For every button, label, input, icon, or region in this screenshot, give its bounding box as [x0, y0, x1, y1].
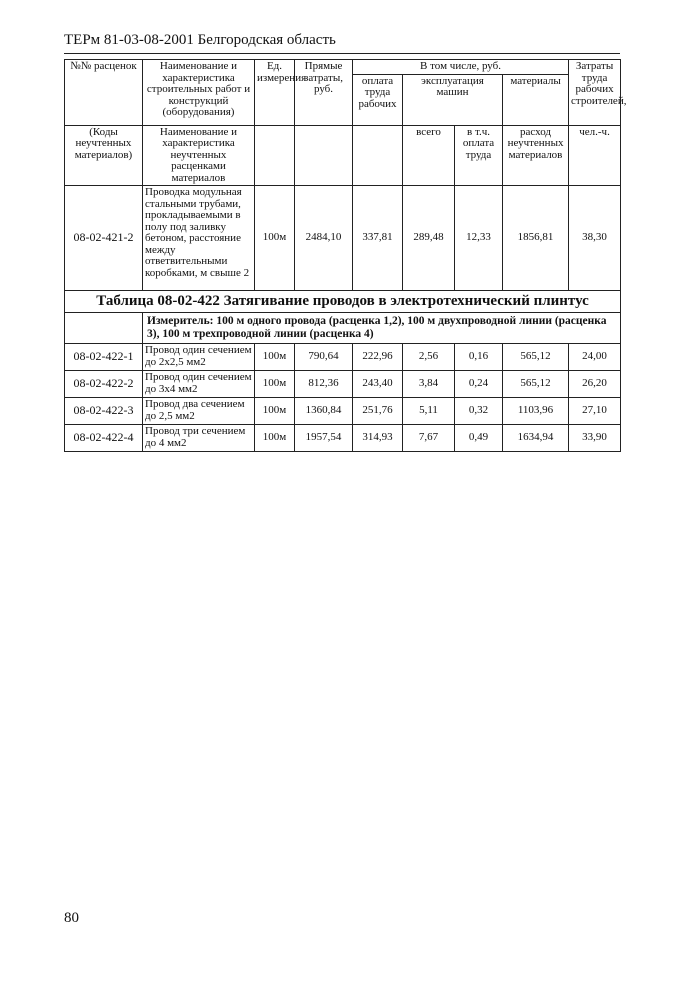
rate-labor: 33,90	[569, 425, 621, 452]
rate-materials: 565,12	[503, 371, 569, 398]
rate-labor: 27,10	[569, 398, 621, 425]
rate-labor: 38,30	[569, 186, 621, 291]
table-row	[65, 186, 621, 291]
rate-unit: 100м	[255, 425, 295, 452]
rate-direct: 1957,54	[295, 425, 353, 452]
table-row	[65, 344, 621, 371]
header-labor-unit: чел.-ч.	[569, 125, 621, 186]
rate-name: Провод один сечением до 2х2,5 мм2	[143, 344, 255, 371]
rate-direct: 2484,10	[295, 186, 353, 291]
rate-name: Проводка модульная стальными трубами, прокладываемыми в полу под заливку бетоном, расстояние между ответвительными коробками, м свыше 2	[143, 186, 255, 291]
table-measure-row	[65, 313, 621, 344]
rate-machines: 3,84	[403, 371, 455, 398]
rate-unit: 100м	[255, 371, 295, 398]
rate-machines: 2,56	[403, 344, 455, 371]
header-direct-costs: Прямые затраты, руб.	[295, 60, 353, 126]
rate-name: Провод три сечением до 4 мм2	[143, 425, 255, 452]
rate-machine-wages: 0,16	[455, 344, 503, 371]
rate-machines: 5,11	[403, 398, 455, 425]
rate-direct: 790,64	[295, 344, 353, 371]
header-machines-wages: в т.ч. оплата труда	[455, 125, 503, 186]
rate-name: Провод два сечением до 2,5 мм2	[143, 398, 255, 425]
rate-code: 08-02-422-4	[65, 425, 143, 452]
table-row	[65, 371, 621, 398]
rate-labor: 24,00	[569, 344, 621, 371]
rate-unit: 100м	[255, 186, 295, 291]
rate-wages: 243,40	[353, 371, 403, 398]
rate-direct: 812,36	[295, 371, 353, 398]
rate-code: 08-02-422-3	[65, 398, 143, 425]
rate-materials: 565,12	[503, 344, 569, 371]
header-divider	[64, 53, 620, 54]
table-title: Таблица 08-02-422 Затягивание проводов в электротехнический плинтус	[65, 291, 621, 313]
header-including: В том числе, руб.	[353, 60, 569, 75]
page-number: 80	[64, 910, 79, 926]
rate-machine-wages: 0,32	[455, 398, 503, 425]
header-row-2	[65, 125, 621, 186]
rate-machine-wages: 12,33	[455, 186, 503, 291]
rate-code: 08-02-421-2	[65, 186, 143, 291]
table-title-row	[65, 291, 621, 313]
header-empty	[353, 125, 403, 186]
table-measure: Измеритель: 100 м одного провода (расценка 1,2), 100 м двухпроводной линии (расценка 3), 100 м трехпроводной линии (расценка 4)	[143, 313, 621, 344]
rate-materials: 1103,96	[503, 398, 569, 425]
header-empty	[255, 125, 295, 186]
header-unaccounted-name: Наименование и характеристика неучтенных расценками материалов	[143, 125, 255, 186]
header-empty	[295, 125, 353, 186]
rate-name: Провод один сечением до 3х4 мм2	[143, 371, 255, 398]
rate-direct: 1360,84	[295, 398, 353, 425]
header-row-1	[65, 60, 621, 75]
measure-empty	[65, 313, 143, 344]
header-materials: материалы	[503, 74, 569, 125]
header-unaccounted-codes: (Коды неучтенных материалов)	[65, 125, 143, 186]
rate-materials: 1856,81	[503, 186, 569, 291]
rate-materials: 1634,94	[503, 425, 569, 452]
rate-unit: 100м	[255, 344, 295, 371]
rate-wages: 314,93	[353, 425, 403, 452]
header-code: №№ расценок	[65, 60, 143, 126]
rate-code: 08-02-422-1	[65, 344, 143, 371]
table-row	[65, 425, 621, 452]
rate-machines: 7,67	[403, 425, 455, 452]
rate-wages: 337,81	[353, 186, 403, 291]
document-header: ТЕРм 81-03-08-2001 Белгородская область	[64, 32, 336, 48]
header-unit: Ед. измерения	[255, 60, 295, 126]
header-name: Наименование и характеристика строительных работ и конструкций (оборудования)	[143, 60, 255, 126]
rate-machine-wages: 0,49	[455, 425, 503, 452]
rate-unit: 100м	[255, 398, 295, 425]
header-labor-costs: Затраты труда рабочих строителей,	[569, 60, 621, 126]
rate-code: 08-02-422-2	[65, 371, 143, 398]
rates-table	[64, 59, 627, 452]
table-row	[65, 398, 621, 425]
rate-wages: 251,76	[353, 398, 403, 425]
header-wages: оплата труда рабочих	[353, 74, 403, 125]
header-machines: эксплуатация машин	[403, 74, 503, 125]
rate-wages: 222,96	[353, 344, 403, 371]
header-unaccounted-materials: расход неучтенных материалов	[503, 125, 569, 186]
rate-machines: 289,48	[403, 186, 455, 291]
rate-machine-wages: 0,24	[455, 371, 503, 398]
header-machines-total: всего	[403, 125, 455, 186]
rate-labor: 26,20	[569, 371, 621, 398]
